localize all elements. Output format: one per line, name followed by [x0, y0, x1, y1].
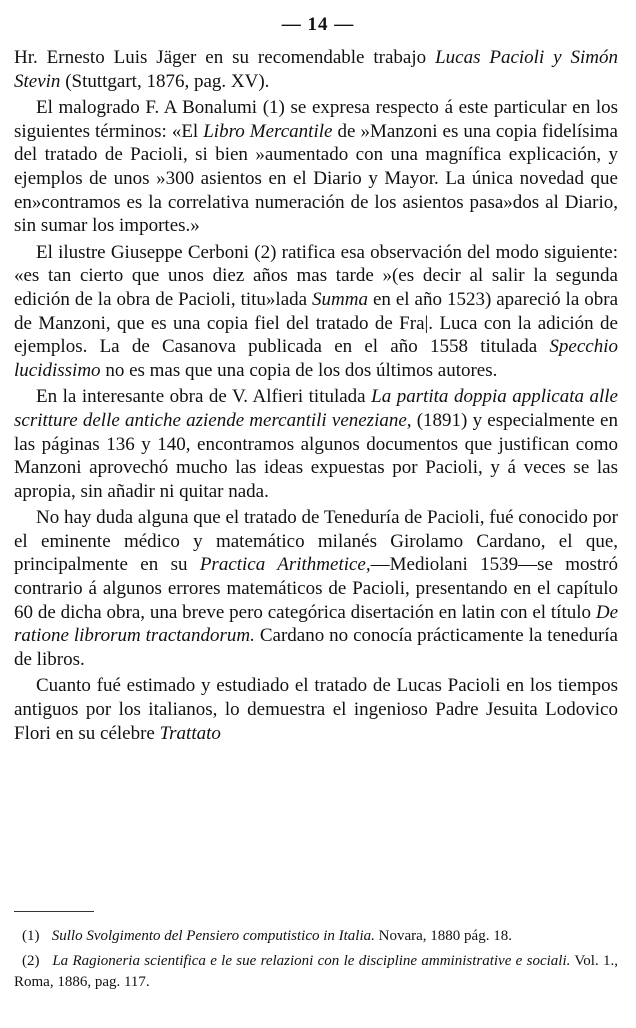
body-text [14, 46, 618, 745]
italic-text: Libro Mercantile [203, 120, 333, 142]
italic-text: Practica Arithmetice, [199, 554, 371, 576]
italic-text: La partita doppia applicata alle scritture delle antiche aziende mercantili veneziane, [14, 386, 618, 431]
text-run: —Mediolani 1539—se mostró contrario á algunos errores matemáticos de Pacioli, presentando en el capítulo 60 de dicha obra, una breve pero categórica disertación en latin con el título [14, 554, 619, 623]
italic-text: Summa [312, 288, 368, 310]
text-run: no es mas que una copia de los dos últimos autores. [100, 359, 498, 381]
text-run: Hr. Ernesto Luis Jäger en su recomendable trabajo [14, 47, 436, 68]
italic-text: Trattato [159, 722, 221, 744]
text-run: Cardano no conocía prácticamente la teneduría de libros. [14, 625, 618, 670]
italic-text: La Ragioneria scientifica e le sue relazioni con le discipline amministrative e sociali. [52, 953, 571, 969]
italic-text: Specchio lucidissimo [14, 336, 618, 381]
text-run: (1891) y especialmente en las páginas 136 y 140, encontramos algunos documentos que justifican como Manzoni aprovechó mucho las ideas expuestas por Pacioli, y á veces se las apropia, sin añadir ni quitar nada. [14, 409, 618, 502]
text-run: No hay duda alguna que el tratado de Teneduría de Pacioli, fué conocido por el eminente médico y matemático milanés Girolamo Cardano, el que, principalmente en su [14, 507, 618, 576]
footnote-mark: (1) [22, 928, 40, 944]
italic-text: Sullo Svolgimento del Pensiero computistico in Italia. [51, 928, 375, 944]
italic-text: Lucas Pacioli y Simón Stevin [14, 47, 618, 92]
footnote-text [48, 928, 512, 944]
text-run: (Stuttgart, 1876, pag. XV). [60, 70, 270, 92]
footnote-text [14, 953, 618, 990]
text-run: Cuanto fué estimado y estudiado el tratado de Lucas Pacioli en los tiempos antiguos por los italianos, lo demuestra el ingenioso Padre Jesuita Lodovico Flori en su célebre [14, 675, 618, 744]
text-run: Novara, 1880 pág. 18. [374, 928, 512, 944]
text-run: en el año 1523) apareció la obra de Manzoni, que es una copia fiel del tratado de Fra|. Luca con la adición de ejemplos. La de Casanova publicada en el año 1558 titulada [14, 288, 618, 358]
footnote-divider [14, 911, 94, 912]
text-run: de »Manzoni es una copia fidelísima del tratado de Pacioli, si bien »aumentado con una magnífica explicación, y ejemplos de unos »300 asientos en el Diario y Mayor. La única novedad que en»contramos es la correlativa numeración de los asientos pasa»dos al Diario, sin sumar los importes.» [14, 120, 618, 237]
footnotes [14, 926, 618, 997]
text-run: Vol. 1., Roma, 1886, pag. 117. [14, 953, 619, 990]
page-number: — 14 — [281, 14, 355, 35]
italic-text: De ratione librorum tractandorum. [14, 601, 618, 647]
text-run: El ilustre Giuseppe Cerboni (2) ratifica esa observación del modo siguiente: «es tan cierto que unos diez años mas tarde »(es decir al salir la segunda edición de la obra de Pacioli, titu»lada [14, 241, 618, 310]
paragraph [14, 506, 618, 671]
footnote [14, 951, 618, 993]
paragraph [14, 385, 618, 503]
paragraph [14, 96, 618, 238]
footnote [14, 926, 618, 947]
footnote-mark: (2) [22, 953, 40, 969]
text-run: El malogrado F. A Bonalumi (1) se expresa respecto á este particular en los siguientes términos: «El [14, 97, 618, 142]
paragraph [14, 674, 618, 745]
paragraph [14, 241, 618, 383]
paragraph [14, 46, 618, 93]
text-run: En la interesante obra de V. Alfieri titulada [36, 386, 372, 408]
